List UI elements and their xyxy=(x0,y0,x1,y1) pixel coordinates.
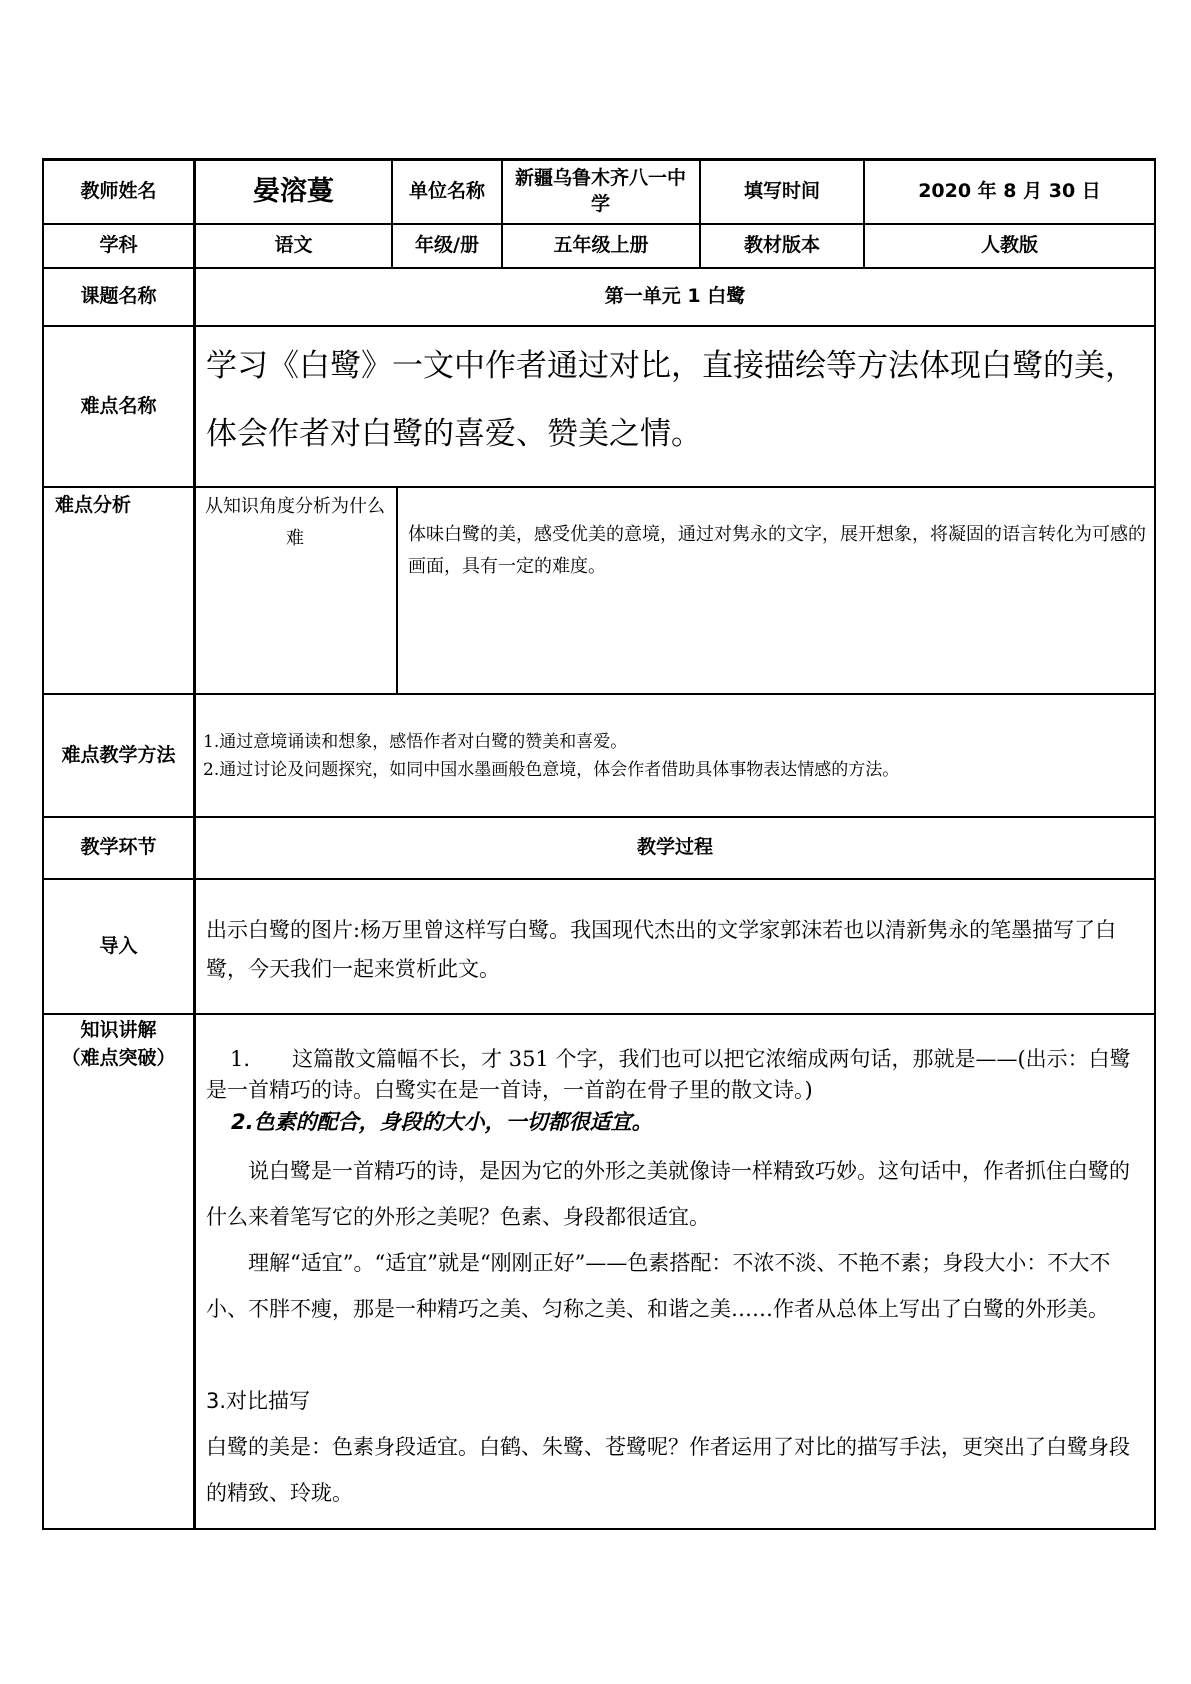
analysis-text: 体味白鹭的美，感受优美的意境，通过对隽永的文字，展开想象，将凝固的语言转化为可感的画面，具有一定的难度。 xyxy=(408,524,1146,577)
knowledge-paragraph-3: 说白鹭是一首精巧的诗，是因为它的外形之美就像诗一样精致巧妙。这句话中，作者抓住白鹭的什么来着笔写它的外形之美呢？色素、身段都很适宜。 xyxy=(206,1159,1130,1229)
grid-line xyxy=(42,486,1156,488)
difficulty-value: 学习《白鹭》一文中作者通过对比，直接描绘等方法体现白鹭的美，体会作者对白鹭的喜爱、赞美之情。 xyxy=(206,348,1136,452)
grid-line xyxy=(42,878,1156,880)
grid-line xyxy=(42,1528,1156,1530)
knowledge-label xyxy=(44,1016,193,1072)
teacher-name-label: 教师姓名 xyxy=(80,180,157,203)
intro-text: 出示白鹭的图片:杨万里曾这样写白鹭。我国现代杰出的文学家郭沫若也以清新隽永的笔墨描写了白鹭，今天我们一起来赏析此文。 xyxy=(206,918,1117,981)
knowledge-paragraph-1: 1. 这篇散文篇幅不长，才 351 个字，我们也可以把它浓缩成两句话，那就是——(出示：白鹭是一首精巧的诗。白鹭实在是一首诗，一首韵在骨子里的散文诗。) xyxy=(206,1047,1131,1102)
knowledge-paragraph-2: 2.色素的配合，身段的大小，一切都很适宜。 xyxy=(231,1110,653,1134)
grid-line xyxy=(42,693,1156,695)
knowledge-paragraph-6: 白鹭的美是：色素身段适宜。白鹤、朱鹭、苍鹭呢？作者运用了对比的描写手法，更突出了白鹭身段的精致、玲珑。 xyxy=(206,1435,1130,1505)
analysis-sub-label: 从知识角度分析为什么难 xyxy=(205,496,385,549)
unit-name-label: 单位名称 xyxy=(408,180,485,203)
knowledge-paragraph-4: 理解“适宜”。“适宜”就是“刚刚正好”——色素搭配：不浓不淡、不艳不素；身段大小：不大不小、不胖不瘦，那是一种精巧之美、匀称之美、和谐之美……作者从总体上写出了白鹭的外形美。 xyxy=(206,1251,1111,1321)
knowledge-label-line-2: （难点突破） xyxy=(61,1047,176,1069)
method-line-1: 1.通过意境诵读和想象，感悟作者对白鹭的赞美和喜爱。 xyxy=(203,732,628,752)
grid-line xyxy=(42,325,1156,327)
topic-label: 课题名称 xyxy=(80,285,157,308)
unit-name-value: 新疆乌鲁木齐八一中学 xyxy=(514,167,686,215)
edition-label: 教材版本 xyxy=(743,234,820,257)
grade-label: 年级/册 xyxy=(415,234,479,257)
subject-label: 学科 xyxy=(99,234,138,257)
fill-time-label: 填写时间 xyxy=(743,180,820,203)
grid-line xyxy=(396,486,398,695)
process-title: 教学过程 xyxy=(636,836,713,859)
fill-time-value: 2020 年 8 月 30 日 xyxy=(918,180,1101,203)
grid-line xyxy=(1154,158,1156,1530)
knowledge-label-line-1: 知识讲解 xyxy=(80,1019,157,1041)
grid-line xyxy=(42,1013,1156,1015)
grade-value: 五年级上册 xyxy=(553,234,649,257)
intro-label: 导入 xyxy=(99,934,138,957)
method-line-2: 2.通过讨论及问题探究，如同中国水墨画般色意境，体会作者借助具体事物表达情感的方法。 xyxy=(203,760,900,780)
analysis-label: 难点分析 xyxy=(55,494,132,516)
topic-value: 第一单元 1 白鹭 xyxy=(604,285,746,308)
edition-value: 人教版 xyxy=(980,234,1038,257)
teacher-name-value: 晏溶蔓 xyxy=(253,175,334,207)
difficulty-label: 难点名称 xyxy=(80,394,157,417)
method-label: 难点教学方法 xyxy=(61,743,176,766)
subject-value: 语文 xyxy=(274,234,313,257)
knowledge-paragraph-5: 3.对比描写 xyxy=(206,1389,311,1413)
process-stage-label: 教学环节 xyxy=(80,836,157,859)
